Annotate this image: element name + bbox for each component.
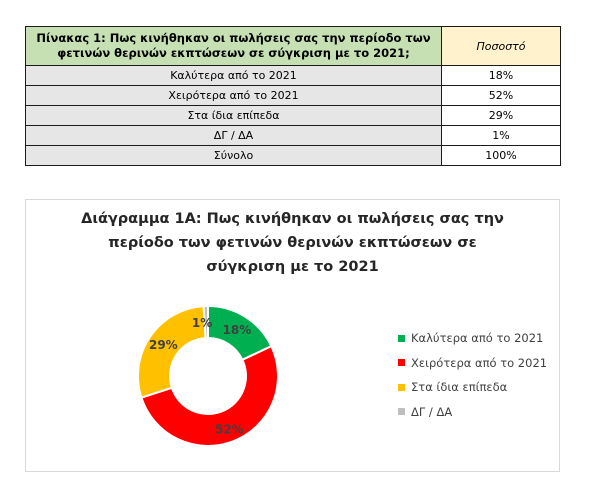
- row-value: 18%: [442, 66, 561, 86]
- table-row: [26, 126, 561, 146]
- table-row-total: [26, 146, 561, 166]
- header-line: Πίνακας 1: Πως κινήθηκαν οι πωλήσεις σας την περίοδο των: [36, 31, 431, 45]
- slice-label: 1%: [191, 315, 213, 330]
- table-row: [26, 86, 561, 106]
- sales-table: [25, 26, 561, 166]
- legend-swatch-green: [398, 335, 405, 342]
- slice-label: 29%: [148, 338, 178, 353]
- legend-item: [398, 400, 547, 425]
- legend-label: Καλύτερα από το 2021: [411, 331, 544, 346]
- header-line: φετινών θερινών εκπτώσεων σε σύγκριση με το 2021;: [57, 46, 410, 60]
- row-value: 1%: [442, 126, 561, 146]
- legend-swatch-gray: [398, 408, 405, 415]
- legend-item: [398, 326, 547, 351]
- table-row: [26, 66, 561, 86]
- row-label: Καλύτερα από το 2021: [26, 66, 442, 86]
- chart-legend: [398, 326, 547, 424]
- row-value: 29%: [442, 106, 561, 126]
- slice-label: 18%: [222, 322, 252, 337]
- slice-label: 52%: [214, 422, 244, 437]
- legend-label: Στα ίδια επίπεδα: [411, 380, 508, 395]
- row-label: Σύνολο: [26, 146, 442, 166]
- row-label: Χειρότερα από το 2021: [26, 86, 442, 106]
- donut-chart: [25, 199, 560, 472]
- table-header-row: [26, 27, 561, 66]
- chart-title-line: σύγκριση με το 2021: [206, 259, 379, 275]
- row-label: ΔΓ / ΔΑ: [26, 126, 442, 146]
- chart-title-line: περίοδο των φετινών θερινών εκπτώσεων σε: [108, 235, 477, 251]
- legend-label: ΔΓ / ΔΑ: [411, 404, 453, 419]
- legend-swatch-red: [398, 359, 405, 366]
- legend-item: [398, 375, 547, 400]
- table-header-percentage: Ποσοστό: [442, 27, 561, 66]
- row-value: 100%: [442, 146, 561, 166]
- table-row: [26, 106, 561, 126]
- row-label: Στα ίδια επίπεδα: [26, 106, 442, 126]
- legend-label: Χειρότερα από το 2021: [411, 355, 548, 370]
- legend-item: [398, 351, 547, 376]
- row-value: 52%: [442, 86, 561, 106]
- legend-swatch-yellow: [398, 384, 405, 391]
- table-header-question: [26, 27, 442, 66]
- chart-title-line: Διάγραμμα 1Α: Πως κινήθηκαν οι πωλήσεις σας την: [81, 211, 504, 227]
